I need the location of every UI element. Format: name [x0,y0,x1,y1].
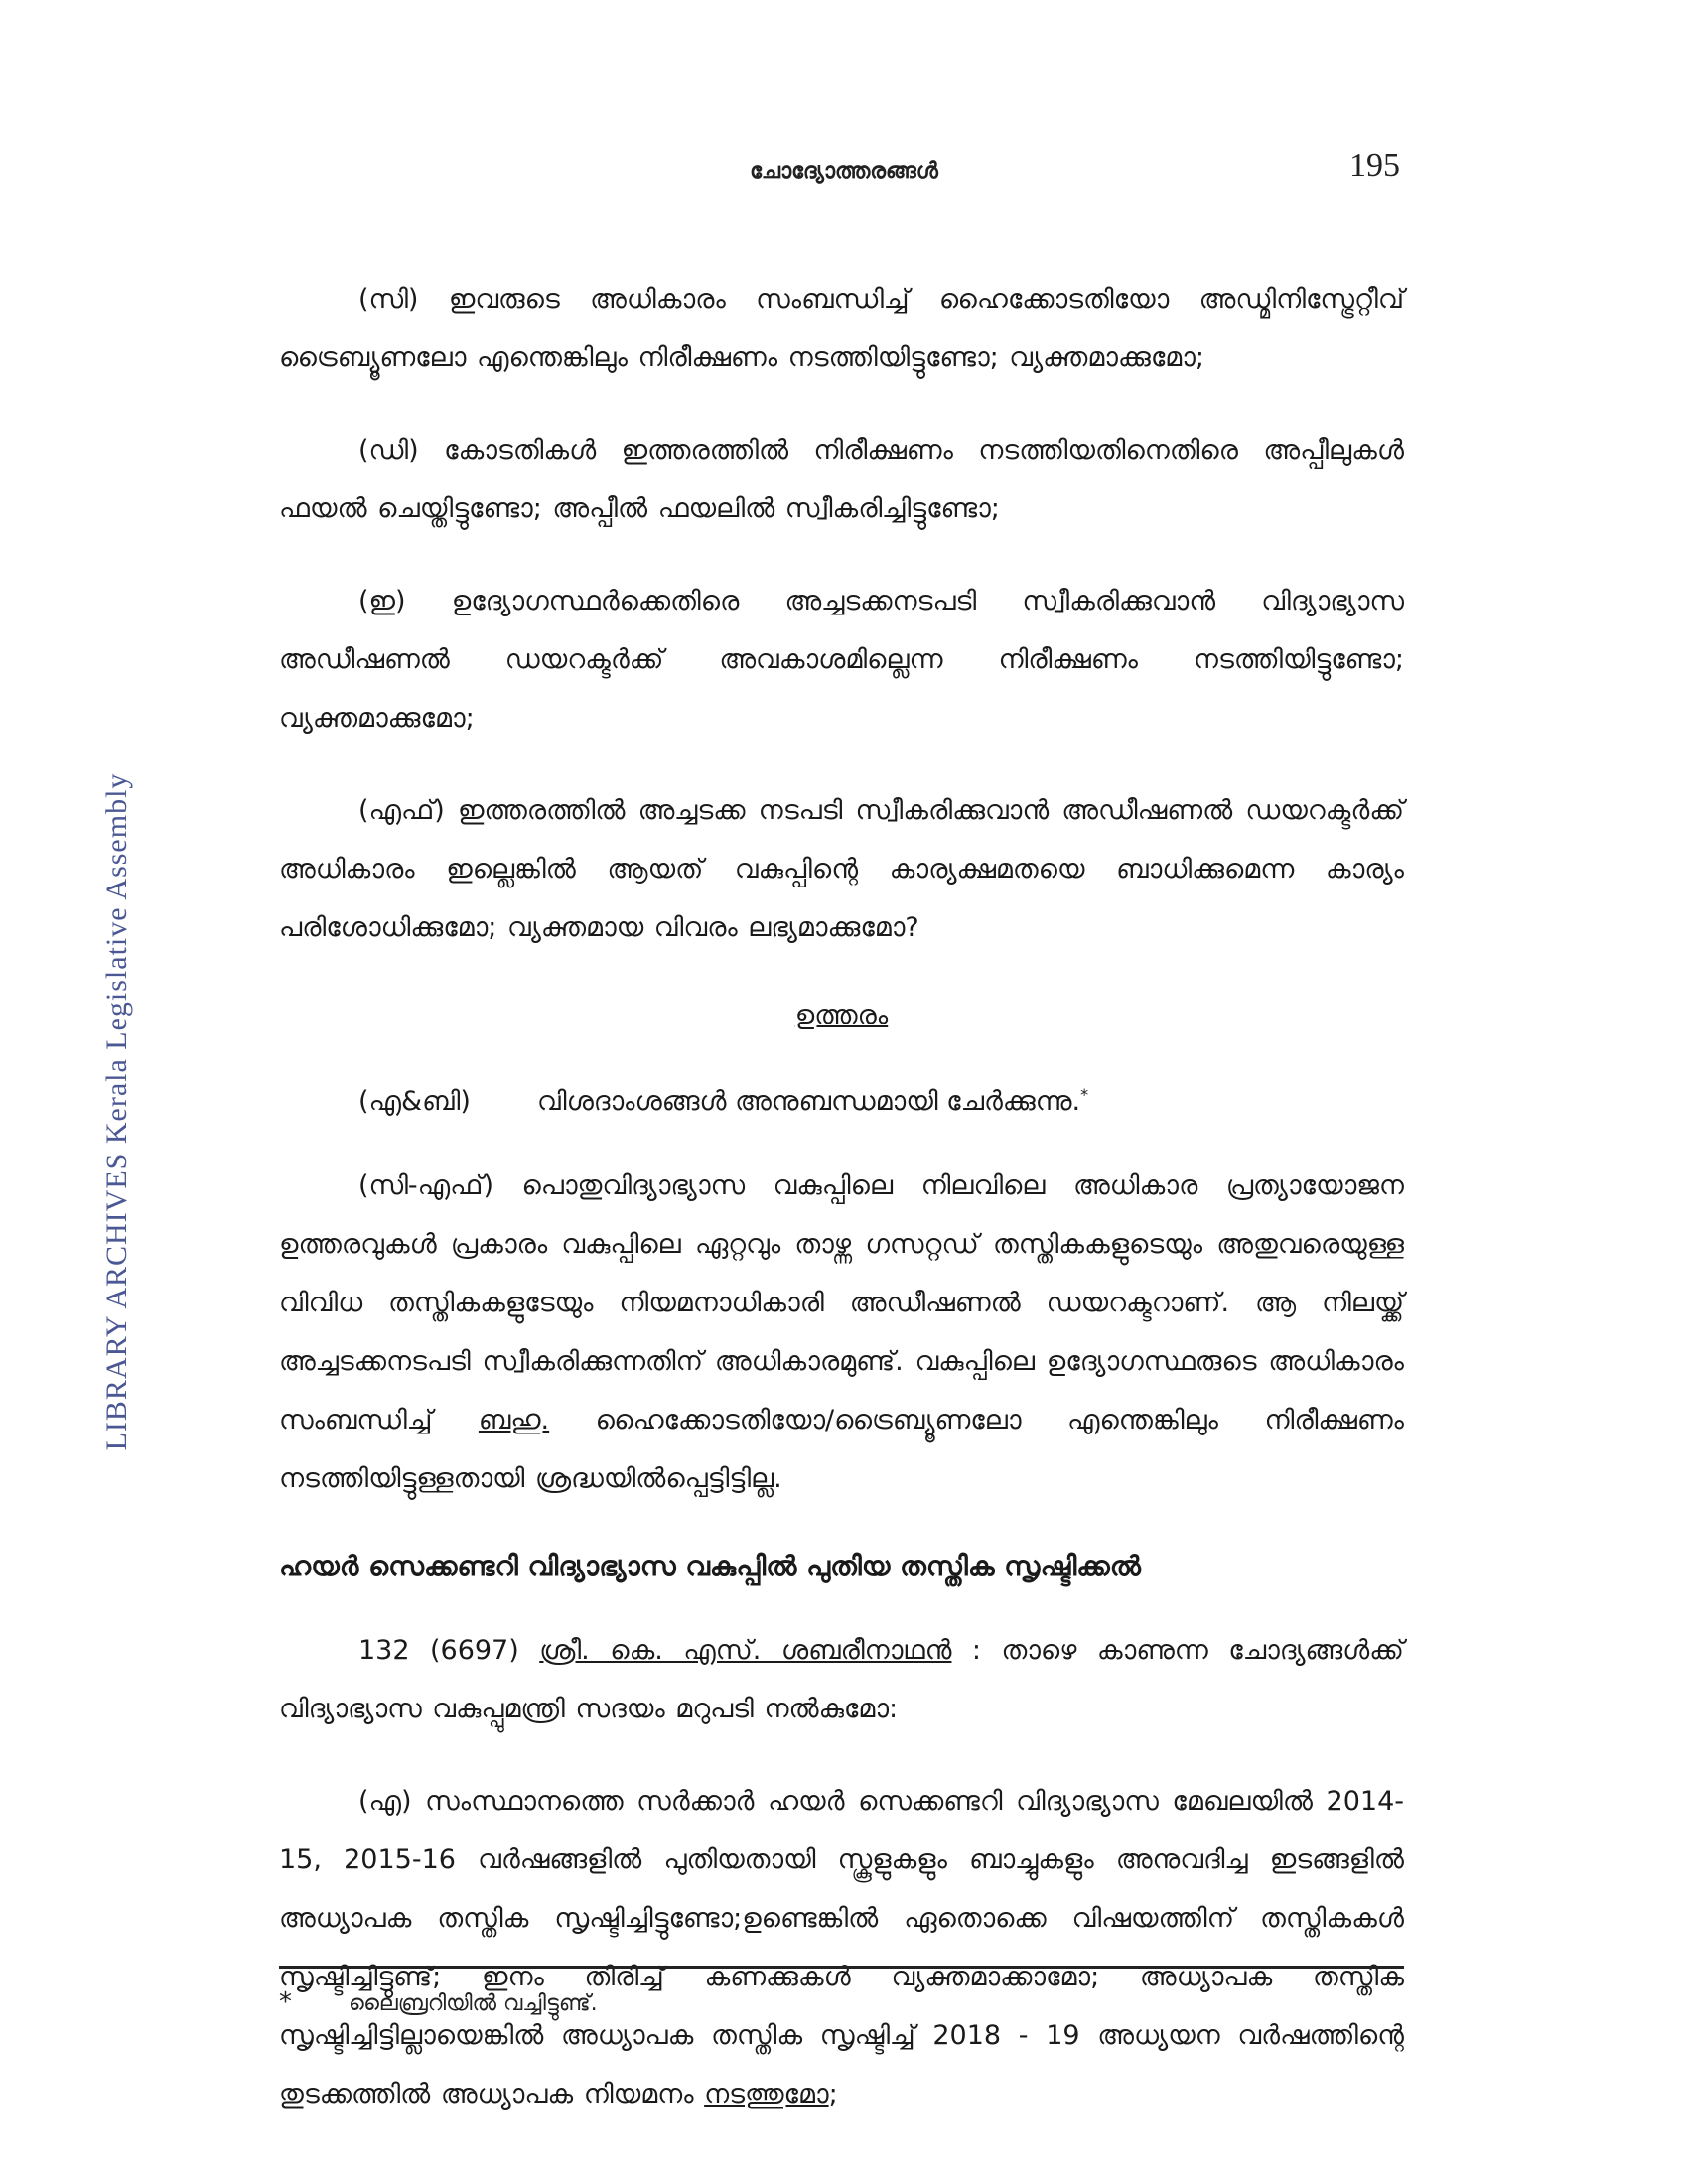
answer-cf-honorific: ബഹു. [478,1405,550,1435]
question-a-text: (എ) സംസ്ഥാനത്തെ സർക്കാർ ഹയർ സെക്കണ്ടറി വിദ്യാഭ്യാസ മേഖലയിൽ 2014-15, 2015-16 വർഷങ്ങളിൽ പുതിയതായി സ്കൂളുകളും ബാച്ചുകളും അനുവദിച്ച ഇടങ്ങളിൽ അധ്യാപക തസ്തിക സൃഷ്ടിച്ചിട്ടുണ്ടോ;ഉണ്ടെങ്കിൽ ഏതൊക്കെ വിഷയത്തിന് തസ്തികകൾ സൃഷ്ടിച്ചിട്ടുണ്ട്; ഇനം തിരിച്ച് കണക്കുകൾ വ്യക്തമാക്കാമോ; അധ്യാപക തസ്തിക സൃഷ്ടിച്ചിട്ടില്ലായെങ്കിൽ അധ്യാപക തസ്തിക സൃഷ്ടിച്ച് 2018 - 19 അധ്യയന വർഷത്തിന്റെ തുടക്കത്തിൽ അധ്യാപക നിയമനം [279,1786,1404,2110]
member-name: ശ്രീ. കെ. എസ്. ശബരീനാഥൻ [539,1635,952,1666]
question-a-underlined: നടത്തുമോ [704,2079,829,2110]
footnote-text: ലൈബ്രറിയിൽ വച്ചിട്ടുണ്ട്. [349,1991,598,2016]
question-number: 132 (6697) [358,1635,519,1666]
page-number: 195 [1349,147,1400,184]
footnote-mark: * [279,1987,292,2017]
question-132-a [279,1772,1404,2123]
answer-cf [279,1157,1404,1508]
question-d: (ഡി) കോടതികൾ ഇത്തരത്തിൽ നിരീക്ഷണം നടത്തിയതിനെതിരെ അപ്പീലുകൾ ഫയൽ ചെയ്തിട്ടുണ്ടോ; അപ്പീൽ ഫയലിൽ സ്വീകരിച്ചിട്ടുണ്ടോ; [279,435,1404,524]
answer-cf-text-end: ഹൈക്കോടതിയോ/ട്രൈബ്യൂണലോ എന്തെങ്കിലും നിരീക്ഷണം നടത്തിയിട്ടുള്ളതായി ശ്രദ്ധയിൽപ്പെട്ടിട്ടില്ല. [279,1405,1404,1494]
question-c: (സി) ഇവരുടെ അധികാരം സംബന്ധിച്ച് ഹൈക്കോടതിയോ അഡ്മിനിസ്ട്രേറ്റീവ് ട്രൈബ്യൂണലോ എന്തെങ്കിലും നിരീക്ഷണം നടത്തിയിട്ടുണ്ടോ; വ്യക്തമാക്കുമോ; [279,284,1404,373]
footnote-divider [279,1966,1404,1969]
footnote [279,1987,598,2017]
question-f: (എഫ്) ഇത്തരത്തിൽ അച്ചടക്ക നടപടി സ്വീകരിക്കുവാൻ അഡീഷണൽ ഡയറക്ടർക്ക് അധികാരം ഇല്ലെങ്കിൽ ആയത് വകുപ്പിന്റെ കാര്യക്ഷമതയെ ബാധിക്കുമെന്ന കാര്യം പരിശോധിക്കുമോ; വ്യക്തമായ വിവരം ലഭ്യമാക്കുമോ? [279,795,1404,943]
answer-cf-text: (സി-എഫ്) പൊതുവിദ്യാഭ്യാസ വകുപ്പിലെ നിലവിലെ അധികാര പ്രത്യായോജന ഉത്തരവുകൾ പ്രകാരം വകുപ്പിലെ ഏറ്റവും താഴ്ന്ന ഗസറ്റഡ് തസ്തികകളുടെയും അതുവരെയുള്ള വിവിധ തസ്തികകളുടേയും നിയമനാധികാരി അഡീഷണൽ ഡയറക്ടറാണ്. ആ നിലയ്ക്ക് അച്ചടക്കനടപടി സ്വീകരിക്കുന്നതിന് അധികാരമുണ്ട്. വകുപ്പിലെ ഉദ്യോഗസ്ഥരുടെ അധികാരം സംബന്ധിച്ച് [279,1170,1404,1435]
answer-ab [279,1070,1404,1127]
archive-watermark: LIBRARY ARCHIVES Kerala Legislative Assembly [100,772,133,1451]
section-heading: ഹയർ സെക്കണ്ടറി വിദ്യാഭ്യാസ വകുപ്പിൽ പുതിയ തസ്തിക സൃഷ്ടിക്കൽ [279,1550,1141,1582]
answer-ab-label: (എ&ബി) [358,1086,471,1117]
question-e: (ഇ) ഉദ്യോഗസ്ഥർക്കെതിരെ അച്ചടക്കനടപടി സ്വീകരിക്കുവാൻ വിദ്യാഭ്യാസ അഡീഷണൽ ഡയറക്ടർക്ക് അവകാശമില്ലെന്ന നിരീക്ഷണം നടത്തിയിട്ടുണ്ടോ; വ്യക്തമാക്കുമോ; [279,586,1404,734]
page-body [279,270,1404,2157]
question-132-intro [279,1621,1404,1738]
footnote-marker: * [1080,1085,1089,1104]
running-header-title: ചോദ്യോത്തരങ്ങൾ [750,159,938,184]
question-intro-text: : താഴെ കാണുന്ന ചോദ്യങ്ങൾക്ക് വിദ്യാഭ്യാസ വകുപ്പുമന്ത്രി സദയം മറുപടി നൽകുമോ: [279,1635,1404,1724]
answer-heading: ഉത്തരം [794,1000,889,1030]
question-a-end: ; [828,2079,838,2110]
answer-ab-text: വിശദാംശങ്ങൾ അനുബന്ധമായി ചേർക്കുന്നു. [537,1086,1081,1117]
